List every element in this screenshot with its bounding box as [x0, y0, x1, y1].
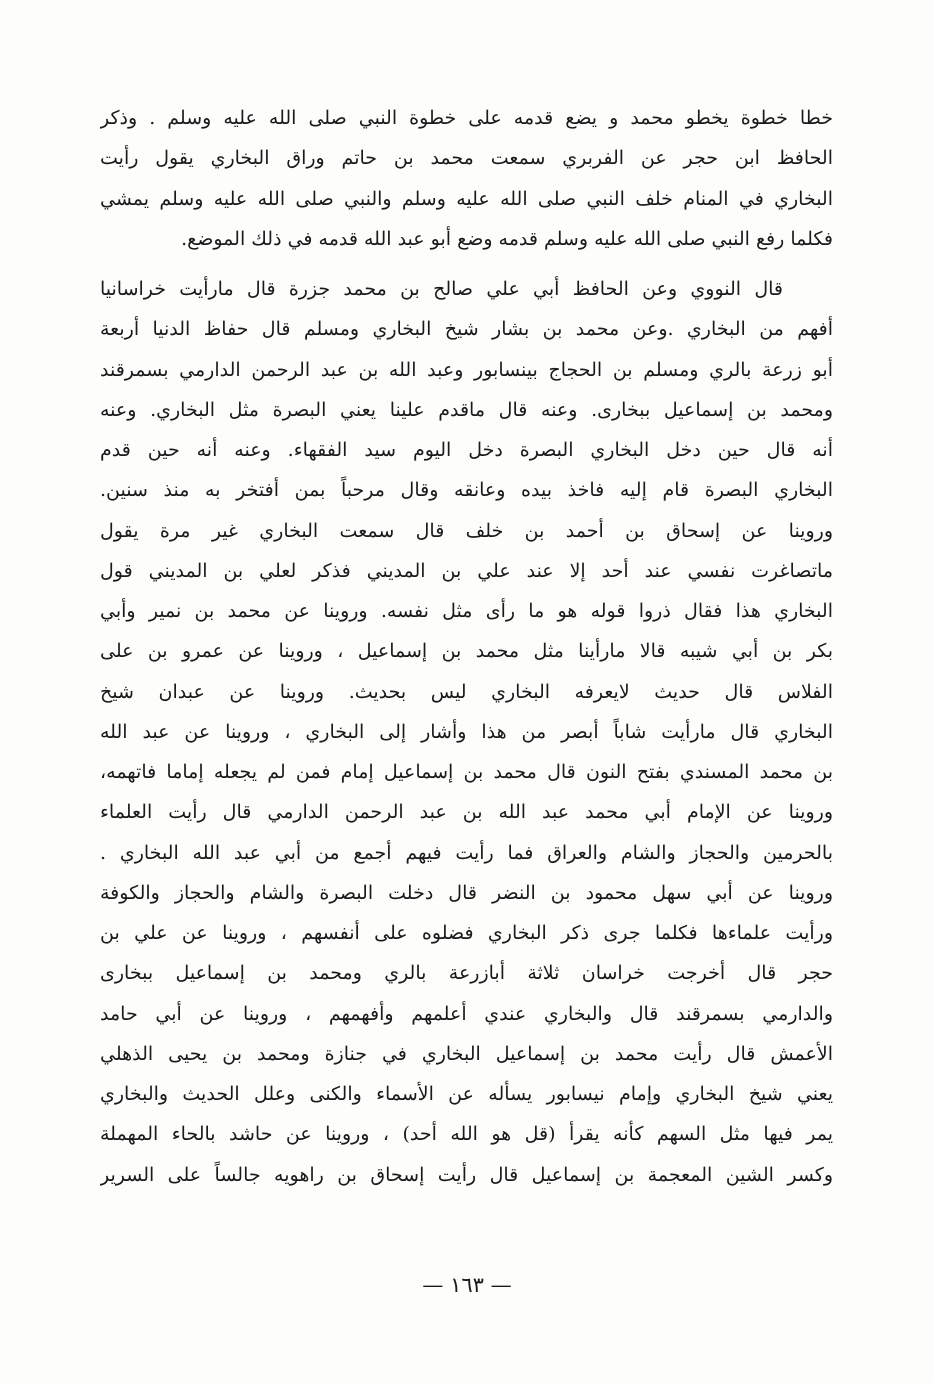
text-line: البخاري هذا فقال ذروا قوله هو ما رأى مثل نفسه. وروينا عن محمد بن نمير وأبي: [100, 600, 833, 622]
text-line: فكلما رفع النبي صلى الله عليه وسلم قدمه وضع أبو عبد الله قدمه في ذلك الموضع.: [181, 227, 833, 250]
page-number: — ١٦٣ —: [422, 1273, 512, 1297]
text-line: والدارمي بسمرقند قال والبخاري عندي أعلمهم وأفهمهم ، وروينا عن أبي حامد: [100, 1002, 833, 1025]
text-line: ومحمد بن إسماعيل ببخارى. وعنه قال ماقدم علينا يعني البصرة مثل البخاري. وعنه: [100, 398, 833, 421]
body-text: [100, 98, 833, 1195]
text-line: وكسر الشين المعجمة بن إسماعيل قال رأيت إسحاق بن راهويه جالساً على السرير: [100, 1163, 833, 1186]
text-line: ورأيت علماءها فكلما جرى ذكر البخاري فضلوه على أنفسهم ، وروينا عن علي بن: [100, 922, 833, 944]
text-line: البخاري قال مارأيت شاباً أبصر من هذا وأشار إلى البخاري ، وروينا عن عبد الله: [100, 720, 833, 743]
text-line: بن محمد المسندي بفتح النون قال محمد بن إسماعيل إمام فمن لم يجعله إماما فاتهمه،: [100, 761, 833, 783]
text-line: البخاري البصرة قام إليه فاخذ بيده وعانقه وقال مرحباً بمن أفتخر به منذ سنين.: [100, 479, 833, 502]
text-line: وروينا عن أبي سهل محمود بن النضر قال دخلت البصرة والشام والحجاز والكوفة: [100, 881, 833, 904]
text-line: قال النووي وعن الحافظ أبي علي صالح بن محمد جزرة قال مارأيت خراسانيا: [100, 278, 783, 300]
text-line: أنه قال حين دخل البخاري البصرة دخل اليوم سيد الفقهاء. وعنه أنه حين قدم: [100, 439, 833, 461]
text-line: الفلاس قال حديث لايعرفه البخاري ليس بحديث. وروينا عن عبدان شيخ: [100, 680, 833, 703]
text-line: يمر فيها مثل السهم كأنه يقرأ (قل هو الله أحد) ، وروينا عن حاشد بالحاء المهملة: [100, 1123, 833, 1146]
text-line: أبو زرعة بالري ومسلم بن الحجاج بينسابور وعبد الله بن عبد الرحمن الدارمي بسمرقند: [100, 358, 833, 381]
text-line: يعني شيخ البخاري وإمام نيسابور يسأله عن الأسماء والكنى وعلل الحديث والبخاري: [100, 1083, 833, 1105]
text-line: وروينا عن إسحاق بن أحمد بن خلف قال سمعت البخاري غير مرة يقول: [100, 519, 833, 542]
text-line: وروينا عن الإمام أبي محمد عبد الله بن عبد الرحمن الدارمي قال رأيت العلماء: [100, 801, 833, 824]
text-line: حجر قال أخرجت خراسان ثلاثة أبازرعة بالري ومحمد بن إسماعيل ببخارى: [100, 962, 833, 985]
text-line: الأعمش قال رأيت محمد بن إسماعيل البخاري في جنازة ومحمد بن يحيى الذهلي: [100, 1042, 833, 1065]
text-line: خطا خطوة يخطو محمد و يضع قدمه على خطوة النبي صلى الله عليه وسلم . وذكر: [100, 107, 833, 129]
text-line: بالحرمين والحجاز والشام والعراق فما رأيت فيهم أجمع من أبي عبد الله البخاري .: [100, 841, 833, 864]
text-line: الحافظ ابن حجر عن الفربري سمعت محمد بن حاتم وراق البخاري يقول رأيت: [100, 147, 833, 170]
text-line: ماتصاغرت نفسي عند أحد إلا عند علي بن المديني فذكر لعلي بن المديني قول: [100, 559, 833, 582]
text-line: البخاري في المنام خلف النبي صلى الله عليه وسلم والنبي صلى الله عليه وسلم يمشي: [100, 187, 833, 210]
text-line: أفهم من البخاري .وعن محمد بن بشار شيخ البخاري ومسلم قال حفاظ الدنيا أربعة: [100, 318, 833, 341]
text-line: بكر بن أبي شيبه قالا مارأينا مثل محمد بن إسماعيل ، وروينا عن عمرو بن على: [100, 640, 833, 663]
paragraph-gap: [100, 259, 833, 269]
